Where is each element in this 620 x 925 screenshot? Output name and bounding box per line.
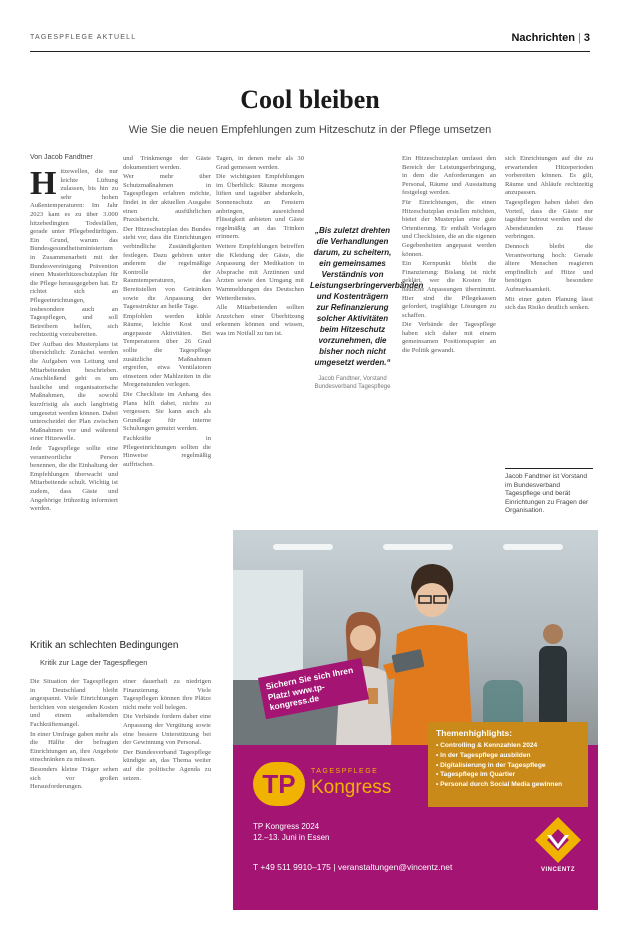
ad-photo xyxy=(233,530,598,745)
article-subtitle: Wie Sie die neuen Empfehlungen zum Hitzeschutz in der Pflege umsetzen xyxy=(128,124,492,136)
ad-call-to-action[interactable]: Sichern Sie sich Ihren Platz! www.tp-kongress.de xyxy=(258,658,369,719)
brand-kicker: TAGESPFLEGE xyxy=(311,768,379,775)
page-header xyxy=(30,30,590,52)
author-note: Jacob Fandtner ist Vorstand im Bundesverband Tagespflege und berät Einrichtungen zu Fragen der Organisation. xyxy=(505,468,593,516)
article-column-4 xyxy=(402,155,496,525)
vincentz-diamond-icon xyxy=(533,815,583,865)
pull-quote xyxy=(310,225,424,391)
ceiling-lamp xyxy=(273,544,333,550)
article-headline: Cool bleiben xyxy=(240,85,380,114)
highlight-item: • Controlling & Kennzahlen 2024 xyxy=(436,741,580,751)
publication-name: TAGESPFLEGE AKTUELL xyxy=(30,34,137,41)
section-name: Nachrichten xyxy=(511,32,576,44)
box-title: Kritik an schlechten Bedingungen xyxy=(30,640,179,651)
paragraph: Für Einrichtungen, die einen Hitzeschutzplan erstellen möchten, bietet der Musterplan eine gute Orientierung. Er enthält Vorlagen und Checklisten, die an die eigenen Gegebenheiten angepasst werden können. xyxy=(402,198,496,258)
paragraph: Ein Hitzeschutzplan umfasst den Bereich der Leistungserbringung, in dem die Anforderungen an Personal, Räume und Ausstattung festgelegt werden. xyxy=(402,155,496,197)
page-number: 3 xyxy=(583,32,590,44)
article-column-3 xyxy=(216,155,304,525)
ceiling-lamp xyxy=(503,544,563,550)
kongress-logo xyxy=(253,762,413,810)
paragraph: Tagen, in denen mehr als 30 Grad gemessen werden. xyxy=(216,155,304,171)
highlights-title: Themenhighlights: xyxy=(436,728,513,738)
paragraph: Weitere Empfehlungen betreffen die Kleidung der Gäste, die Anpassung der Medikation in Absprache mit Ärztinnen und Ärzten sowie den Umgang mit Warnmeldungen des Deutschen Wetterdienstes. xyxy=(216,242,304,302)
highlight-item: • Tagespflege im Quartier xyxy=(436,770,580,780)
paragraph: Jede Tagespflege sollte eine verantwortliche Person benennen, die die Einhaltung der Empfehlungen überwacht und Mitarbeitende schult. Wichtig ist zudem, dass Gäste und Angehörige frühzeitig informiert werden. xyxy=(30,445,118,513)
publisher-name: VINCENTZ xyxy=(541,867,575,873)
paragraph: Alle Mitarbeitenden sollten Anzeichen einer Überhitzung erkennen können und wissen, was im Notfall zu tun ist. xyxy=(216,304,304,337)
brand-name: Kongress xyxy=(311,777,392,798)
paragraph: Die Verbände der Tagespflege haben sich daher mit einem gemeinsamen Positionspapier an die Politik gewandt. xyxy=(402,321,496,355)
paragraph: einer dauerhaft zu niedrigen Finanzierung. Viele Tagespflegen können ihre Plätze nicht mehr voll belegen. xyxy=(123,678,211,711)
paragraph: Die wichtigsten Empfehlungen im Überblick: Räume morgens lüften und tagsüber abdunkeln, Sonnenschutz an Fenstern anbringen, ausreichend Flüssigkeit anbieten und Gäste regelmäßig an das Trinken erinnern. xyxy=(216,173,304,241)
man-figure xyxy=(383,560,478,745)
paragraph: Empfohlen werden kühle Räume, leichte Kost und angepasste Aktivitäten. Bei Temperaturen über 26 Grad sollte die Tagespflege zusätzliche Maßnahmen ergreifen, etwa Ventilatoren einsetzen oder Mahlzeiten in die Morgenstunden verlegen. xyxy=(123,312,211,389)
article-column-2 xyxy=(123,155,211,610)
ad-highlights-box xyxy=(428,722,588,807)
paragraph: Der Aufbau des Musterplans ist übersichtlich: Zunächst werden die Aufgaben von Leitung und Mitarbeitenden beschrieben. Anschließend geht es um bauliche und organisatorische Maßnahmen, die sowohl kurzfristig als auch langfristig umgesetzt werden können. Dabei unterscheidet der Plan zwischen Maßnahmen vor und während einer Hitzewelle. xyxy=(30,340,118,443)
paragraph: Wer mehr über Schutzmaßnahmen in Tagespflegen erfahren möchte, findet in der aktuellen Ausgabe einen ausführlichen Praxisbericht. xyxy=(123,173,211,224)
paragraph: itzewellen, die nur leichte Lüftung zulassen, bis hin zu sehr hohen Außentemperaturen: Im Jahr 2023 kam es zu über 3.000 hitzebedingten Todesfällen, gerade unter Pflegebedürftigen. Ein Grund, warum das Bundesgesundheitsministerium in Zusammenarbeit mit der Bundesvereinigung Prävention einen Musterhitzeschutzplan für die Pflege herausgegeben hat. Er richtet sich an Pflegeeinrichtungen, insbesondere auch an Tagespflegen, und soll Betreibern helfen, sich rechtzeitig vorzubereiten. xyxy=(30,168,118,339)
vincentz-logo xyxy=(533,815,583,885)
article-column-1 xyxy=(30,168,118,613)
paragraph: sich Einrichtungen auf die zu erwartenden Hitzeperioden vorbereiten können. Es gilt, Räume und Abläufe rechtzeitig anzupassen. xyxy=(505,155,593,197)
paragraph: Die Checkliste im Anhang des Plans hilft dabei, nichts zu vergessen. Sie kann auch als Grundlage für interne Schulungen genutzt werden. xyxy=(123,391,211,433)
pull-quote-text: „Bis zuletzt drehten die Verhandlungen darum, zu scheitern, ein gemeinsames Verständnis von Leistungserbringerverbänden und Kostenträgern zur Refinanzierung solcher Aktivitäten beim Hitzeschutz vorzunehmen, die bisher noch nicht umgesetzt werden.“ xyxy=(310,226,424,367)
box-subtitle: Kritik zur Lage der Tagespflegen xyxy=(40,658,148,667)
paragraph: Der Hitzeschutzplan des Bundes sieht vor, dass die Einrichtungen verbindliche Zuständigkeiten festlegen. Dazu gehören unter anderem die regelmäßige Kontrolle der Raumtemperaturen, das Bereitstellen von Getränken sowie die Anpassung der Tagesstruktur an heiße Tage. xyxy=(123,225,211,311)
box-column-1 xyxy=(30,678,118,890)
paragraph: und Trinkmenge der Gäste dokumentiert werden. xyxy=(123,155,211,171)
event-date: 12.–13. Juni in Essen xyxy=(253,833,330,842)
paragraph: Ein Kernpunkt bleibt die Finanzierung: Bislang ist nicht geklärt, wer die Kosten für bauliche Anpassungen übernimmt. Hier sind die Pflegekassen gefordert, tragfähige Lösungen zu schaffen. xyxy=(402,260,496,319)
section-separator: | xyxy=(578,32,581,44)
article-column-5 xyxy=(505,155,593,515)
paragraph: Fachkräfte in Pflegeeinrichtungen sollten die Hinweise regelmäßig auffrischen. xyxy=(123,435,211,468)
paragraph: Mit einer guten Planung lässt sich das Risiko deutlich senken. xyxy=(505,295,593,312)
paragraph: Die Situation der Tagespflegen in Deutschland bleibt angespannt. Viele Einrichtungen berichten von steigenden Kosten und einem anhaltenden Fachkräftemangel. xyxy=(30,678,118,728)
paragraph: Tagespflegen haben dabei den Vorteil, dass die Gäste nur tagsüber betreut werden und die Abendstunden zu Hause verbringen. xyxy=(505,198,593,241)
ceiling-lamp xyxy=(383,544,453,550)
event-contact[interactable]: T +49 511 9910–175 | veranstaltungen@vincentz.net xyxy=(253,862,453,872)
paragraph: Der Bundesverband Tagespflege kündigte an, das Thema weiter auf die politische Agenda zu setzen. xyxy=(123,748,211,782)
highlight-item: • In der Tagespflege ausbilden xyxy=(436,751,580,761)
advertisement xyxy=(233,530,598,910)
event-info xyxy=(253,821,330,843)
paragraph: Die Verbände fordern daher eine Anpassung der Vergütung sowie eine bessere Unterstützung bei der Gewinnung von Personal. xyxy=(123,713,211,747)
event-name: TP Kongress 2024 xyxy=(253,822,320,831)
box-column-2 xyxy=(123,678,211,890)
tp-logo-mark: TP xyxy=(253,762,305,806)
highlight-item: • Digitalisierung in der Tagespflege xyxy=(436,761,580,771)
paragraph: In einer Umfrage gaben mehr als die Hälfte der befragten Einrichtungen an, ihre Angebote einschränken zu müssen. xyxy=(30,730,118,764)
pull-quote-source: Jacob Fandtner, Vorstand Bundesverband Tagespflege xyxy=(314,376,391,390)
section-label xyxy=(511,32,590,44)
article-byline: Von Jacob Fandtner xyxy=(30,154,93,161)
paragraph: Besonders kleine Träger sehen sich vor großen Herausforderungen. xyxy=(30,765,118,791)
paragraph: Dennoch bleibt die Verantwortung hoch: Gerade ältere Menschen reagieren empfindlich auf Hitze und benötigen besondere Aufmerksamkeit. xyxy=(505,242,593,293)
highlight-item: • Personal durch Social Media gewinnen xyxy=(436,780,580,790)
drop-cap: H xyxy=(30,168,57,202)
